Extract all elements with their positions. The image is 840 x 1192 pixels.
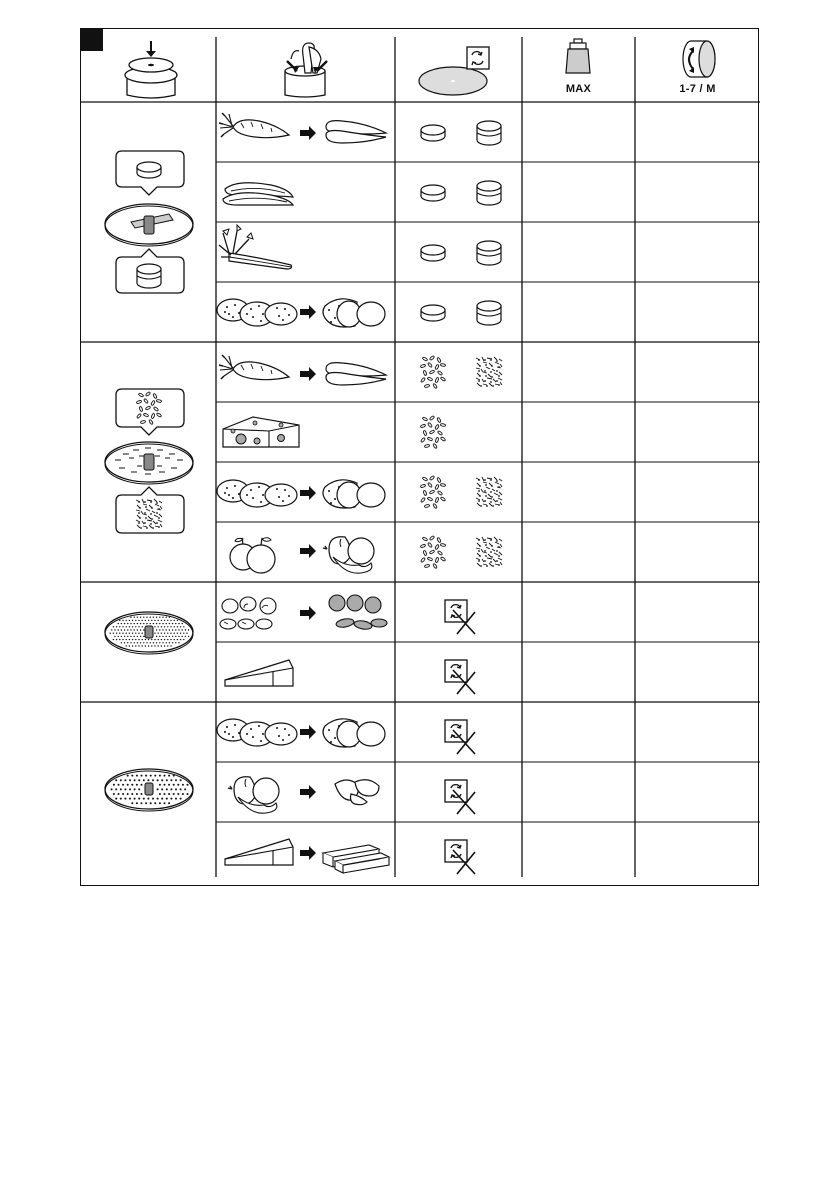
food-column [217, 113, 389, 873]
thin-slice-icon [421, 305, 445, 321]
thick-slice-icon [137, 264, 161, 288]
nut-kernels-illustration [329, 595, 387, 631]
no-turn-icon [445, 780, 475, 814]
arrow-right-icon [300, 725, 316, 739]
arrow-right-icon [300, 606, 316, 620]
arrow-right-icon [300, 544, 316, 558]
arrow-right-icon [300, 486, 316, 500]
cheese-wedge-illustration [225, 839, 293, 865]
feed-tube-icon [285, 43, 327, 97]
weight-icon [566, 39, 590, 73]
instruction-figure [80, 28, 759, 886]
carrot-illustration [219, 113, 289, 138]
coarse-shred-icon [476, 357, 502, 387]
coarse-shred-icon [476, 477, 502, 507]
nuts-illustration [220, 597, 276, 629]
shredding-disc-group [105, 389, 193, 533]
cucumber-illustration [223, 183, 293, 205]
no-turn-icon [445, 600, 475, 634]
thin-slice-icon [137, 162, 161, 178]
potato-halves-illustration [323, 299, 385, 327]
apple-wedges-illustration [335, 780, 379, 805]
potatoes-illustration [217, 480, 297, 507]
fine-shred-icon [420, 535, 445, 568]
thin-slice-icon [421, 125, 445, 141]
arrow-right-icon [300, 367, 316, 381]
carrot-illustration [219, 355, 289, 380]
fine-shred-icon [420, 355, 445, 388]
step-marker [81, 29, 103, 51]
no-turn-icon [445, 720, 475, 754]
arrow-right-icon [300, 305, 316, 319]
max-label: MAX [565, 83, 592, 95]
thick-slice-icon [477, 301, 501, 325]
hard-cheese-illustration [225, 660, 293, 686]
disc-insert-icon [125, 41, 177, 98]
apples-illustration [230, 538, 275, 573]
potato-halves-illustration [323, 719, 385, 747]
reversible-disc-icon [419, 47, 489, 95]
fine-shred-icon [420, 475, 445, 508]
cheese-illustration [223, 417, 299, 447]
coarse-shred-icon [476, 537, 502, 567]
no-turn-icon [445, 660, 475, 694]
carrot-halves-illustration [326, 363, 386, 385]
apple-halves-illustration [323, 537, 374, 573]
thick-slice-icon [477, 121, 501, 145]
arrow-right-icon [300, 785, 316, 799]
leek-illustration [219, 225, 292, 269]
slicing-disc [105, 204, 193, 246]
potatoes-illustration [217, 719, 297, 746]
column-dividers [216, 37, 635, 877]
fine-grating-disc [105, 612, 193, 654]
arrow-right-icon [300, 126, 316, 140]
apples-illustration [228, 777, 279, 813]
fine-shred-icon [420, 415, 445, 448]
potato-halves-illustration [323, 480, 385, 508]
slicing-disc-group [105, 151, 193, 293]
thin-slice-icon [421, 185, 445, 201]
figure-table [81, 29, 760, 887]
shredding-disc [105, 442, 193, 484]
arrow-right-icon [300, 846, 316, 860]
potatoes-illustration [217, 299, 297, 326]
speed-knob-icon [683, 41, 715, 77]
thick-slice-icon [477, 241, 501, 265]
result-column [420, 121, 502, 874]
no-turn-icon [445, 840, 475, 874]
carrot-halves-illustration [326, 121, 386, 143]
speed-label: 1-7 / M [679, 83, 716, 95]
thin-slice-icon [421, 245, 445, 261]
cheese-sticks-illustration [323, 845, 389, 873]
coarse-grating-disc [105, 769, 193, 811]
thick-slice-icon [477, 181, 501, 205]
